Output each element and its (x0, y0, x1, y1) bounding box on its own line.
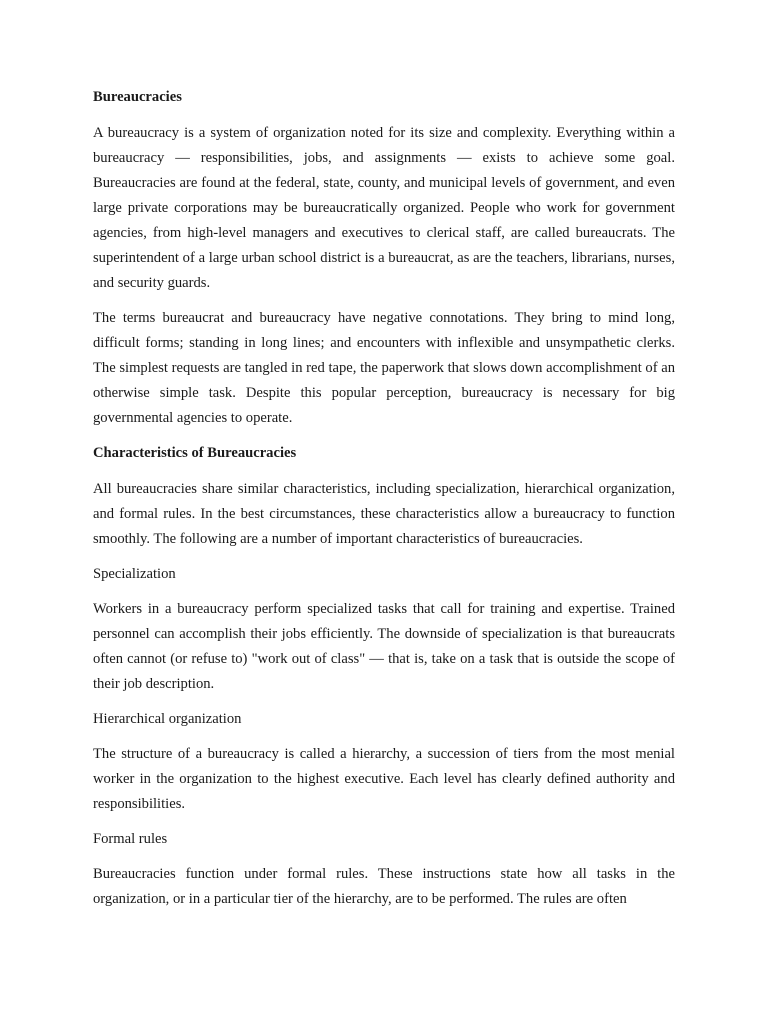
paragraph-connotations: The terms bureaucrat and bureaucracy have negative connotations. They bring to mind long, difficult forms; standing in long lines; and encounters with inflexible and unsympathetic clerks. The simplest requests are tangled in red tape, the paperwork that slows down accomplishment of an otherwise simple task. Despite this popular perception, bureaucracy is necessary for big governmental agencies to operate. (93, 310, 675, 426)
paragraph-specialization: Workers in a bureaucracy perform specialized tasks that call for training and expertise. Trained personnel can accomplish their jobs efficiently. The downside of specialization is that bureaucrats often cannot (or refuse to) "work out of class" — that is, take on a task that is outside the scope of their job description. (93, 601, 675, 692)
paragraph-hierarchy: The structure of a bureaucracy is called a hierarchy, a succession of tiers from the most menial worker in the organization to the highest executive. Each level has clearly defined authority and responsibilities. (93, 746, 675, 812)
document-page (93, 85, 675, 922)
heading-bureaucracies: Bureaucracies (93, 89, 182, 105)
paragraph-formal-rules: Bureaucracies function under formal rules. These instructions state how all tasks in the organization, or in a particular tier of the hierarchy, are to be performed. The rules are often (93, 866, 675, 907)
subheading-hierarchical-organization: Hierarchical organization (93, 711, 242, 727)
paragraph-definition: A bureaucracy is a system of organization noted for its size and complexity. Everything within a bureaucracy — responsibilities, jobs, and assignments — exists to achieve some goal. Bureaucracies are found at the federal, state, county, and municipal levels of government, and even large private corporations may be bureaucratically organized. People who work for government agencies, from high-level managers and executives to clerical staff, are called bureaucrats. The superintendent of a large urban school district is a bureaucrat, as are the teachers, librarians, nurses, and security guards. (93, 125, 675, 291)
heading-characteristics: Characteristics of Bureaucracies (93, 445, 297, 461)
paragraph-characteristics-intro: All bureaucracies share similar characteristics, including specialization, hierarchical organization, and formal rules. In the best circumstances, these characteristics allow a bureaucracy to function smoothly. The following are a number of important characteristics of bureaucracies. (93, 481, 675, 547)
subheading-formal-rules: Formal rules (93, 831, 168, 847)
subheading-specialization: Specialization (93, 566, 176, 582)
